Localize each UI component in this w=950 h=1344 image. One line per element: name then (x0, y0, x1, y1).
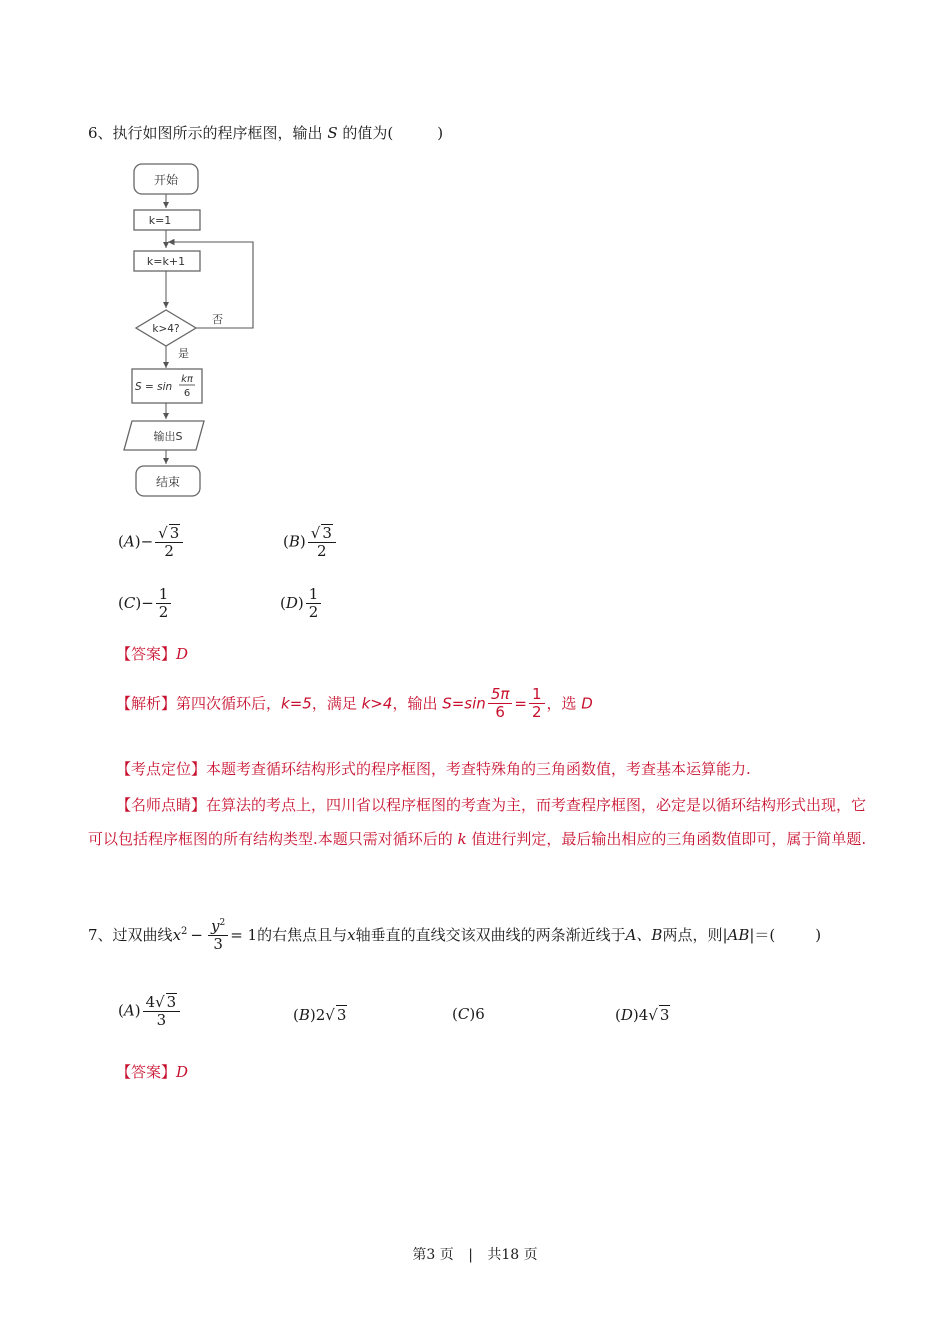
q7-answer-value: D (176, 1063, 189, 1081)
flow-no-text: 否 (212, 313, 223, 326)
flow-assign-den: 6 (183, 388, 191, 399)
q6-option-a-num: 3 (169, 524, 180, 542)
q6-option-a[interactable]: (A)− $\frac{√ 3}{2}$ (118, 524, 185, 561)
q7-stem-close: ) (815, 925, 822, 944)
q6-option-d-frac (306, 586, 322, 622)
flow-assign-num: kπ (181, 374, 193, 385)
flow-yes-text: 是 (178, 347, 189, 360)
q7-x2-exp: 2 (181, 925, 188, 937)
q7-stem1: 、过双曲线 (97, 925, 173, 944)
q7-option-c-label: C (457, 1005, 470, 1023)
q6-option-b-num: 3 (322, 524, 332, 542)
q6-stem (88, 122, 443, 143)
q6-analysis-s: S=sin (442, 694, 486, 713)
q6-option-c-label: C (123, 593, 136, 612)
q7-option-b[interactable]: (B)2√ 3 (293, 1006, 347, 1024)
page-footer (0, 1244, 950, 1264)
q7-option-d[interactable]: (D)4√ 3 (615, 1006, 670, 1024)
q7-x: x (347, 925, 356, 944)
q6-option-d-den: 2 (308, 603, 319, 622)
flow-cond-text: k>4? (152, 323, 180, 335)
q7-option-b-label: B (298, 1006, 310, 1024)
q7-ab: AB (727, 925, 750, 944)
footer-total: 共18 页 (487, 1247, 538, 1263)
q6-option-c-den: 2 (158, 603, 169, 622)
flow-output-text: 输出S (153, 430, 183, 443)
q6-analysis-text3: ，输出 (392, 694, 443, 713)
q7-number: 7 (88, 925, 98, 944)
q6-mingshi (88, 788, 868, 856)
q6-analysis-eq: = (514, 694, 527, 713)
q7-frac-num: y (210, 917, 220, 935)
q6-option-b-den: 2 (317, 542, 327, 561)
q6-stem-suffix: 的值为( (337, 124, 394, 142)
q6-analysis-rnum: 1 (529, 686, 545, 704)
flow-start-text: 开始 (153, 173, 179, 187)
q7-option-a-label: A (123, 1001, 135, 1020)
q6-stem-var: S (327, 124, 338, 142)
q6-analysis-rden: 2 (531, 703, 542, 722)
flow-step-text: k=k+1 (146, 255, 186, 268)
q6-analysis-text1: 第四次循环后， (176, 694, 282, 713)
footer-sep: | (468, 1247, 473, 1263)
q7-option-c-val: 6 (475, 1005, 485, 1023)
q7-stem2: 的右焦点且与 (257, 925, 348, 944)
q6-option-d-label: D (285, 593, 298, 612)
q6-kaodian-tag: 【考点定位】 (116, 760, 207, 778)
q6-option-a-sign: − (140, 532, 154, 551)
q7-frac-den: 3 (213, 935, 223, 954)
q7-option-a-frac: $\frac{4√ 3}{3}$ (143, 993, 181, 1030)
q6-stem-close: ) (437, 124, 444, 142)
q6-option-c-sign: − (141, 593, 154, 612)
q6-kaodian-text: 本题考查循环结构形式的程序框图，考查特殊角的三角函数值，考查基本运算能力. (206, 760, 751, 778)
q6-option-d-num: 1 (306, 586, 322, 604)
q7-option-b-coef: 2 (315, 1006, 326, 1024)
q7-frac (208, 918, 228, 954)
q6-option-a-label: A (123, 532, 135, 551)
q6-option-b-frac: $\frac{√ 3}{2}$ (308, 524, 336, 561)
q7-option-c[interactable]: (C)6 (452, 1005, 485, 1023)
q6-analysis-text4: ，选 (546, 694, 582, 713)
flow-end-text: 结束 (155, 475, 181, 489)
q7-eq-one: = 1 (230, 925, 258, 944)
q6-analysis-choice: D (581, 694, 593, 713)
q7-x2: x (172, 925, 182, 944)
q6-option-c-frac (156, 586, 172, 622)
q6-analysis-den: 6 (495, 703, 505, 722)
q6-mingshi-k: k (457, 830, 467, 848)
q6-analysis-tag: 【解析】 (116, 694, 177, 713)
q6-option-a-frac: $\frac{√ 3}{2}$ (155, 524, 183, 561)
q6-analysis-num: 5π (488, 686, 513, 704)
q7-option-a-rad: 3 (166, 993, 177, 1011)
q6-answer (116, 643, 188, 664)
q6-analysis-cond: k>4 (361, 694, 393, 713)
q7-stem (88, 918, 821, 954)
q7-answer (116, 1061, 188, 1082)
q6-option-b[interactable]: (B) $\frac{√ 3}{2}$ (283, 524, 338, 561)
q7-option-b-rad: 3 (336, 1006, 347, 1024)
q6-analysis (116, 686, 593, 722)
q7-option-d-label: D (620, 1006, 633, 1024)
q7-option-a[interactable]: (A) $\frac{4√ 3}{3}$ (118, 993, 182, 1030)
q6-mingshi-tag: 【名师点睛】 (116, 796, 207, 814)
q6-mingshi-text2: 值进行判定，最后输出相应的三角函数值即可，属于简单题. (466, 830, 867, 848)
q7-option-a-den: 3 (156, 1011, 167, 1030)
q7-stem5: |＝( (749, 925, 776, 944)
q7-answer-tag: 【答案】 (116, 1063, 177, 1081)
q7-minus: − (190, 925, 203, 944)
q6-analysis-frac2 (529, 686, 545, 722)
flowchart (120, 160, 280, 510)
q6-kaodian (116, 758, 751, 779)
q6-analysis-k: k=5 (281, 694, 312, 713)
q6-answer-tag: 【答案】 (116, 645, 177, 663)
q6-stem-prefix: 、执行如图所示的程序框图，输出 (97, 124, 328, 142)
q6-option-d[interactable]: (D) $\frac{1}{2}$ (280, 586, 323, 622)
q7-option-d-rad: 3 (659, 1006, 670, 1024)
flow-assign-left: S = sin (135, 381, 173, 393)
q6-mingshi-text1: 在算法的考点上，四川省以程序框图的考查为主，而考查程序框图，必定是以循环结构形式出现，它可以包括程序框图的所有结构类型.本题只需对循环后的 (88, 796, 867, 848)
q6-option-a-den: 2 (164, 542, 174, 561)
q6-option-c-num: 1 (156, 586, 172, 604)
q6-analysis-text2: ，满足 (311, 694, 362, 713)
q6-option-b-label: B (288, 532, 300, 551)
q6-analysis-frac1 (488, 686, 513, 722)
q7-option-a-coef: 4 (145, 993, 156, 1011)
q6-answer-value: D (176, 645, 189, 663)
q6-option-c[interactable]: (C)− $\frac{1}{2}$ (118, 586, 173, 622)
q7-stem4: 两点，则| (662, 925, 728, 944)
footer-page: 第3 页 (412, 1247, 454, 1263)
q7-option-d-coef: 4 (638, 1006, 649, 1024)
flow-init-text: k=1 (148, 214, 172, 227)
q6-number: 6 (88, 124, 98, 142)
q7-pts: A、B (625, 925, 663, 944)
q7-frac-num-exp: 2 (219, 918, 226, 928)
q7-stem3: 轴垂直的直线交该双曲线的两条渐近线于 (355, 925, 626, 944)
